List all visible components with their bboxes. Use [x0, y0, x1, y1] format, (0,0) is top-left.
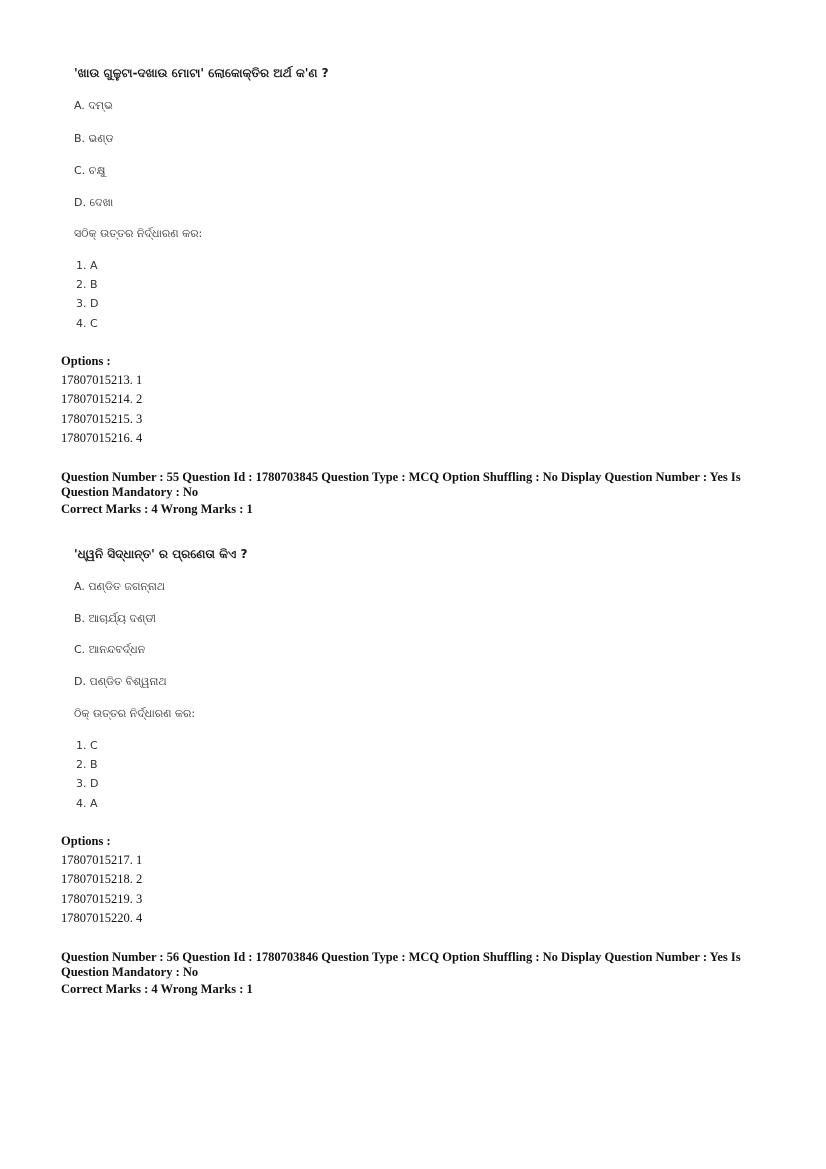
question-55-options-heading: Options : [61, 834, 111, 848]
answer-choice: 3. D [76, 297, 99, 311]
question-55-meta: Question Number : 55 Question Id : 1780703845 Question Type : MCQ Option Shuffling : No Display Question Number : Yes Is Question Mandatory : No [61, 470, 741, 499]
answer-choice: 4. C [76, 316, 98, 330]
option-id: 17807015216. 4 [61, 430, 143, 445]
answer-choice: 2. B [76, 278, 98, 292]
option-id: 17807015214. 2 [61, 392, 143, 407]
question-55-option-b: B. ଆଚାର୍ଯ୍ୟ ଦଣ୍ଡୀ [74, 612, 156, 625]
option-id: 17807015213. 1 [61, 373, 143, 387]
question-54-option-b: B. ଭଣ୍ଡ [74, 132, 114, 145]
question-54-option-ids [61, 371, 142, 448]
answer-choice: 1. C [76, 739, 98, 752]
question-56-marks: Correct Marks : 4 Wrong Marks : 1 [61, 982, 253, 996]
answer-choice: 3. D [76, 777, 99, 791]
question-54-options-heading: Options : [61, 354, 111, 368]
question-55-option-a: A. ପଣ୍ଡିତ ଜଗନ୍ନାଥ [74, 580, 166, 593]
question-55-marks: Correct Marks : 4 Wrong Marks : 1 [61, 502, 253, 516]
question-54-option-c: C. ଚକ୍ଷୁ [74, 164, 106, 177]
question-55-text: 'ଧ୍ୱନି ସିଦ୍ଧାନ୍ତ' ର ପ୍ରଣେତା କିଏ ? [74, 547, 248, 561]
question-56-meta: Question Number : 56 Question Id : 1780703846 Question Type : MCQ Option Shuffling : No Display Question Number : Yes Is Question Mandatory : No [61, 950, 741, 979]
question-55-option-d: D. ପଣ୍ଡିତ ବିଶ୍ୱନାଥ [74, 675, 167, 688]
option-id: 17807015218. 2 [61, 872, 143, 887]
option-id: 17807015220. 4 [61, 910, 143, 925]
answer-choice: 1. A [76, 259, 98, 272]
question-55-option-ids [61, 851, 142, 928]
question-55-instruction: ଠିକ୍ ଉତ୍ତର ନିର୍ଦ୍ଧାରଣ କର: [74, 707, 196, 720]
answer-choice: 2. B [76, 758, 98, 772]
option-id: 17807015219. 3 [61, 891, 143, 906]
option-id: 17807015215. 3 [61, 411, 143, 426]
question-55-option-c: C. ଆନନ୍ଦବର୍ଦ୍ଧନ [74, 643, 146, 656]
question-55-answer-list [76, 736, 98, 813]
question-54-instruction: ସଠିକ୍ ଉତ୍ତର ନିର୍ଦ୍ଧାରଣ କର: [74, 227, 203, 240]
question-54-option-d: D. ଦେଖା [74, 196, 114, 209]
option-id: 17807015217. 1 [61, 853, 143, 867]
answer-choice: 4. A [76, 796, 98, 810]
question-54-option-a: A. ଦମ୍ଭ [74, 99, 113, 112]
question-54-answer-list [76, 256, 98, 333]
question-54-text: 'ଖାଉ ଗୁଳୁଟା-ଦଖାଉ ମୋଟା' ଲୋକୋକ୍ତିର ଅର୍ଥ କ'ଣ ? [74, 66, 329, 80]
